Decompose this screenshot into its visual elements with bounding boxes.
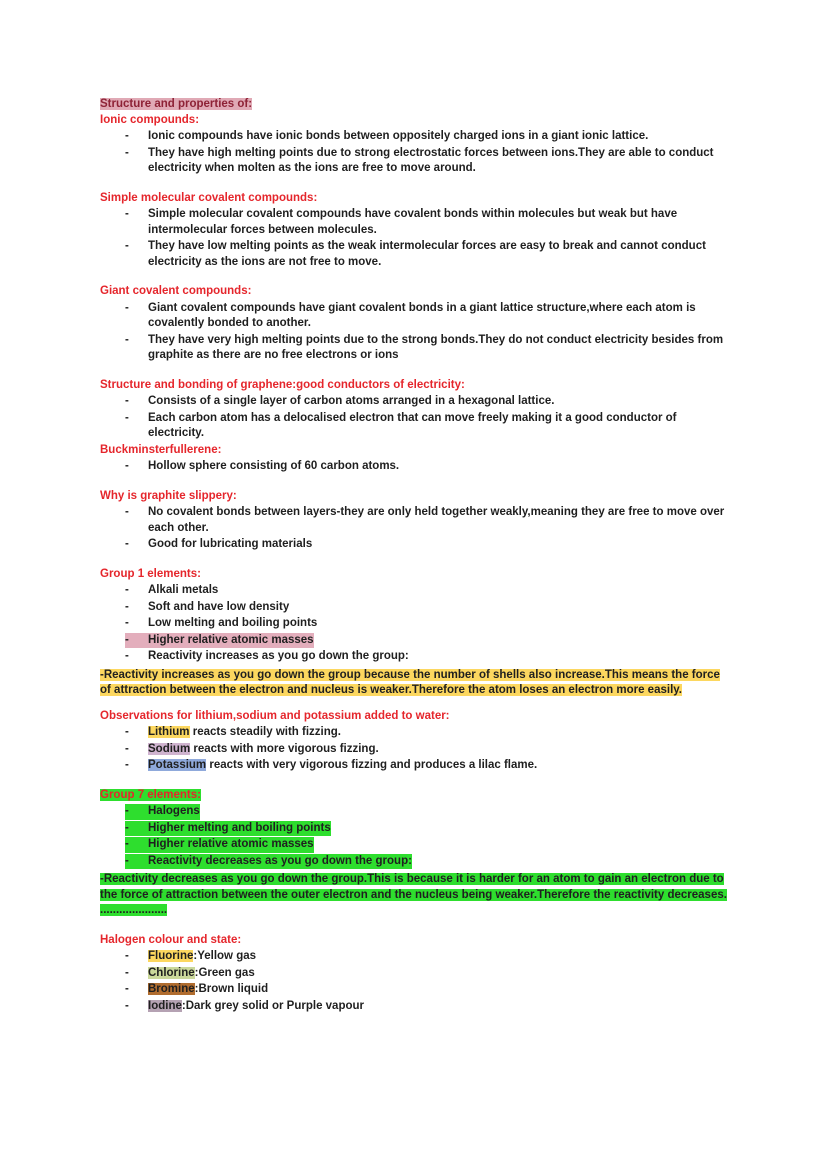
- bullet-text: Consists of a single layer of carbon atoms arranged in a hexagonal lattice.: [148, 395, 555, 407]
- bullet-item: [100, 207, 730, 238]
- bullet-text: Ionic compounds have ionic bonds between oppositely charged ions in a giant ionic lattice.: [148, 130, 649, 142]
- bullet-text: [148, 982, 268, 998]
- bullet-list: [100, 207, 730, 270]
- bullet-dash: -: [125, 983, 129, 995]
- section-heading: Halogen colour and state:: [100, 933, 242, 946]
- bullet-text: Halogens: [148, 804, 200, 820]
- bullet-dash: -: [125, 301, 129, 314]
- section-heading: Simple molecular covalent compounds:: [100, 191, 318, 204]
- bullet-item: [100, 394, 730, 410]
- bullet-list: [100, 804, 730, 869]
- bullet-item: [100, 742, 730, 758]
- bullet-dash: -: [125, 130, 129, 142]
- section-heading: Buckminsterfullerene:: [100, 443, 222, 456]
- section-simple-molecular: [100, 191, 730, 271]
- bullet-item: [100, 649, 730, 665]
- bullet-list: [100, 129, 730, 177]
- bullet-dash: -: [125, 950, 129, 962]
- bullet-dash: -: [125, 411, 129, 424]
- bullet-item: [100, 583, 730, 599]
- section-graphite-slippery: [100, 489, 730, 553]
- bullet-item: [100, 758, 730, 774]
- section-halogen-colour-state: [100, 933, 730, 1015]
- bullet-text: [148, 725, 341, 741]
- section-group-7: [100, 788, 730, 919]
- bullet-dash: -: [125, 617, 129, 629]
- bullet-rest-text: reacts steadily with fizzing.: [189, 726, 341, 738]
- bullet-dash: -: [125, 538, 129, 550]
- bullet-list: [100, 459, 730, 475]
- page-title: [100, 97, 730, 113]
- bullet-item-highlighted: [100, 854, 730, 870]
- bullet-text: Good for lubricating materials: [148, 538, 313, 550]
- highlighted-term-lithium: Lithium: [148, 726, 190, 738]
- bullet-item: [100, 129, 730, 145]
- bullet-dash: -: [125, 854, 148, 870]
- bullet-dash: -: [125, 759, 129, 771]
- bullet-list: [100, 725, 730, 774]
- bullet-dash: -: [125, 650, 129, 662]
- bullet-list: [100, 949, 730, 1014]
- bullet-rest-text: reacts with more vigorous fizzing.: [190, 742, 379, 755]
- bullet-text: [148, 758, 537, 774]
- section-observations-water: [100, 709, 730, 774]
- bullet-item: [100, 600, 730, 616]
- bullet-item: [100, 949, 730, 965]
- bullet-rest-text: reacts with very vigorous fizzing and produces a lilac flame.: [206, 759, 538, 771]
- bullet-item: [100, 411, 730, 442]
- section-heading: Why is graphite slippery:: [100, 489, 237, 502]
- section-group-1: [100, 567, 730, 699]
- bullet-dash: -: [125, 821, 148, 837]
- highlighted-term-fluorine: Fluorine: [148, 950, 194, 962]
- bullet-item: [100, 999, 730, 1015]
- bullet-text: [148, 949, 256, 965]
- bullet-text: Higher melting and boiling points: [148, 821, 331, 837]
- bullet-dash: -: [125, 460, 129, 472]
- highlighted-heading-text: Group 7 elements:: [100, 788, 201, 801]
- bullet-item: [100, 725, 730, 741]
- bullet-item-highlighted: [100, 821, 730, 837]
- bullet-text: Reactivity increases as you go down the group:: [148, 650, 409, 662]
- bullet-text: Soft and have low density: [148, 600, 290, 613]
- bullet-item-highlighted: [100, 633, 730, 649]
- bullet-dash: -: [125, 584, 129, 596]
- highlighted-term-potassium: Potassium: [148, 759, 207, 771]
- bullet-dash: -: [125, 146, 129, 159]
- bullet-text: Low melting and boiling points: [148, 617, 318, 629]
- bullet-dash: -: [125, 726, 129, 738]
- bullet-item: [100, 333, 730, 364]
- bullet-item: [100, 505, 730, 536]
- bullet-text: Higher relative atomic masses: [148, 837, 314, 853]
- bullet-dash: -: [125, 506, 129, 518]
- section-buckminsterfullerene: [100, 443, 730, 475]
- bullet-item: [100, 459, 730, 475]
- bullet-item: [100, 616, 730, 632]
- bullet-list: [100, 583, 730, 665]
- section-heading: Observations for lithium,sodium and potassium added to water:: [100, 709, 450, 722]
- section-heading: Structure and bonding of graphene:good conductors of electricity:: [100, 378, 465, 391]
- section-heading: Giant covalent compounds:: [100, 285, 252, 297]
- bullet-dash: -: [125, 208, 129, 220]
- bullet-dash: -: [125, 633, 148, 649]
- section-heading: Ionic compounds:: [100, 113, 200, 126]
- bullet-list: [100, 505, 730, 553]
- bullet-text: [148, 742, 379, 758]
- bullet-text: They have low melting points as the weak intermolecular forces are easy to break and cannot conduct electricity as the ions are not free to move.: [148, 240, 706, 268]
- highlighted-term-bromine: Bromine: [148, 983, 195, 995]
- bullet-dash: -: [125, 742, 129, 755]
- bullet-text: Reactivity decreases as you go down the group:: [148, 854, 412, 870]
- section-heading: [100, 788, 730, 804]
- bullet-item: [100, 301, 730, 332]
- bullet-item: [100, 982, 730, 998]
- bullet-dash: -: [125, 804, 148, 820]
- bullet-item: [100, 146, 730, 177]
- bullet-text: Hollow sphere consisting of 60 carbon atoms.: [148, 460, 400, 472]
- highlighted-note-text: -Reactivity increases as you go down the group because the number of shells also increase.This means the force of attraction between the electron and nucleus is weaker.Therefore the atom loses an electron more easily.: [100, 668, 720, 696]
- bullet-rest-text: :Yellow gas: [193, 950, 257, 962]
- note-paragraph: [100, 872, 730, 919]
- bullet-dash: -: [125, 999, 129, 1012]
- bullet-item: [100, 537, 730, 553]
- bullet-rest-text: :Dark grey solid or Purple vapour: [181, 999, 365, 1012]
- bullet-dash: -: [125, 395, 129, 407]
- bullet-dash: -: [125, 333, 129, 346]
- section-heading: Group 1 elements:: [100, 567, 201, 580]
- bullet-text: No covalent bonds between layers-they are only held together weakly,meaning they are free to move over each other.: [148, 506, 725, 534]
- bullet-text: [148, 999, 364, 1015]
- bullet-dash: -: [125, 600, 129, 613]
- bullet-text: Giant covalent compounds have giant covalent bonds in a giant lattice structure,where each atom is covalently bonded to another.: [148, 301, 696, 329]
- bullet-rest-text: :Green gas: [194, 966, 255, 979]
- bullet-text: They have very high melting points due to the strong bonds.They do not conduct electricity besides from graphite as there are no free electrons or ions: [148, 333, 724, 361]
- bullet-list: [100, 301, 730, 364]
- bullet-text: Alkali metals: [148, 584, 219, 596]
- bullet-text: Simple molecular covalent compounds have covalent bonds within molecules but weak but have intermolecular forces between molecules.: [148, 208, 678, 236]
- page-title-text: Structure and properties of:: [100, 98, 253, 110]
- section-graphene: [100, 378, 730, 442]
- bullet-rest-text: :Brown liquid: [194, 983, 269, 995]
- bullet-dash: -: [125, 837, 148, 853]
- bullet-dash: -: [125, 240, 129, 252]
- highlighted-term-iodine: Iodine: [148, 999, 182, 1012]
- highlighted-term-sodium: Sodium: [148, 742, 191, 755]
- bullet-item: [100, 966, 730, 982]
- highlighted-term-chlorine: Chlorine: [148, 966, 195, 979]
- bullet-text: Each carbon atom has a delocalised electron that can move freely making it a good conductor of electricity.: [148, 411, 677, 439]
- bullet-item: [100, 239, 730, 270]
- highlighted-note-text: -Reactivity decreases as you go down the group.This is because it is harder for an atom to gain an electron due to the force of attraction between the outer electron and the nucleus being weaker.Therefore the reactivity decreases. .....................: [100, 873, 727, 916]
- bullet-dash: -: [125, 966, 129, 979]
- bullet-text: Higher relative atomic masses: [148, 633, 314, 649]
- bullet-item-highlighted: [100, 837, 730, 853]
- section-ionic-compounds: [100, 113, 730, 177]
- bullet-item-highlighted: [100, 804, 730, 820]
- bullet-list: [100, 394, 730, 442]
- bullet-text: [148, 966, 255, 982]
- bullet-text: They have high melting points due to strong electrostatic forces between ions.They are able to conduct electricity when molten as the ions are free to move around.: [148, 146, 714, 174]
- section-giant-covalent: [100, 284, 730, 364]
- note-paragraph: [100, 668, 730, 699]
